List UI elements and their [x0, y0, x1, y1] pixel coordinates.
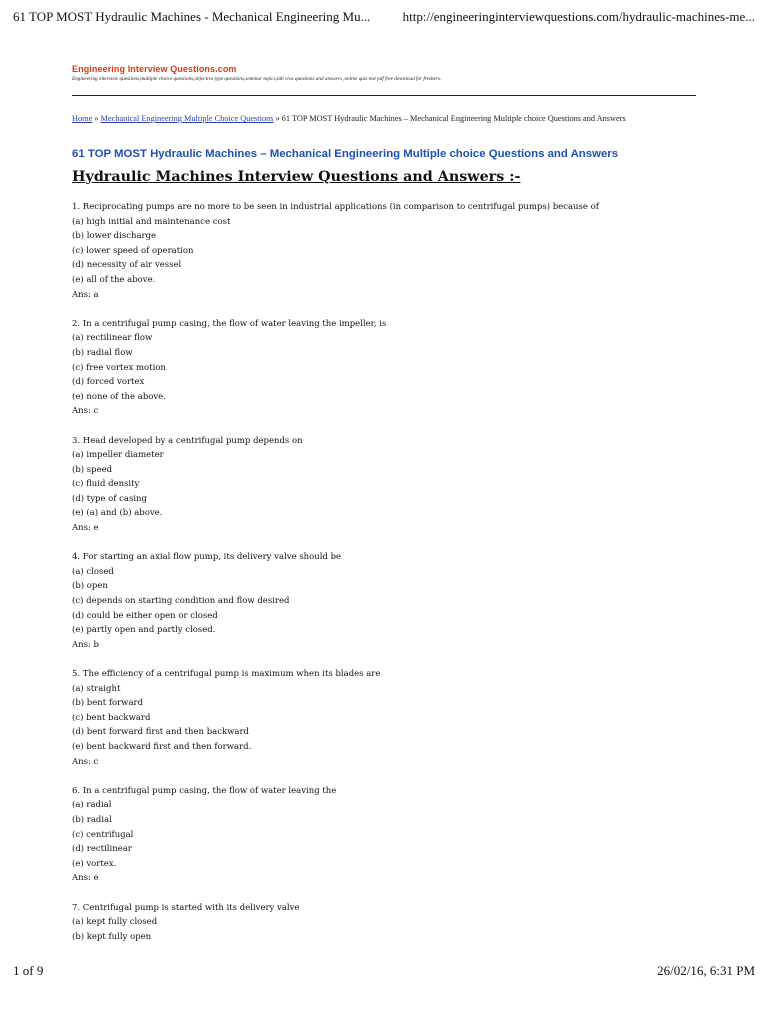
option: (c) depends on starting condition and flow desired	[72, 596, 290, 607]
question-item	[72, 784, 732, 886]
option: (c) centrifugal	[72, 829, 134, 840]
question-item	[72, 667, 732, 769]
option: (d) could be either open or closed	[72, 610, 218, 621]
option: (a) straight	[72, 683, 121, 694]
breadcrumb-separator: »	[94, 114, 99, 123]
option: (a) rectilinear flow	[72, 333, 153, 344]
option: (b) bent forward	[72, 698, 144, 709]
site-logo[interactable]: Engineering Interview Questions.com	[72, 64, 237, 74]
answer: Ans: c	[72, 756, 99, 767]
site-header	[72, 64, 696, 82]
question-text: 5. The efficiency of a centrifugal pump is maximum when its blades are	[72, 669, 381, 679]
option: (e) vortex.	[72, 858, 117, 869]
option: (c) free vortex motion	[72, 362, 166, 373]
question-text: 2. In a centrifugal pump casing, the flow of water leaving the impeller, is	[72, 318, 387, 329]
option: (d) type of casing	[72, 493, 147, 504]
question-text: 3. Head developed by a centrifugal pump depends on	[72, 435, 303, 446]
option: (e) none of the above.	[72, 391, 166, 402]
print-footer	[13, 963, 755, 983]
breadcrumb	[72, 114, 712, 123]
option: (e) all of the above.	[72, 274, 156, 285]
option: (b) speed	[72, 464, 113, 475]
option: (b) radial	[72, 814, 112, 825]
answer: Ans: c	[72, 406, 99, 417]
option: (a) kept fully closed	[72, 917, 158, 928]
option: (a) impeller diameter	[72, 450, 164, 461]
answer: Ans: a	[72, 289, 99, 300]
question-text: 7. Centrifugal pump is started with its delivery valve	[72, 902, 300, 913]
option: (d) necessity of air vessel	[72, 260, 182, 271]
print-page-url: http://engineeringinterviewquestions.com/hydraulic-machines-me...	[402, 9, 755, 24]
option: (c) fluid density	[72, 479, 140, 490]
question-item	[72, 317, 732, 419]
question-item	[72, 200, 732, 302]
answer: Ans: e	[72, 873, 99, 884]
option: (b) kept fully open	[72, 931, 152, 942]
option: (e) bent backward first and then forward.	[72, 741, 252, 752]
print-header	[13, 9, 755, 29]
question-item	[72, 550, 732, 652]
option: (c) lower speed of operation	[72, 245, 194, 256]
option: (e) partly open and partly closed.	[72, 625, 216, 636]
option: (e) (a) and (b) above.	[72, 508, 163, 519]
option: (b) radial flow	[72, 347, 133, 358]
option: (b) lower discharge	[72, 231, 157, 242]
question-text: 1. Reciprocating pumps are no more to be seen in industrial applications (in comparison to centrifugal pumps) because of	[72, 202, 599, 212]
site-tagline: Engineering interview questions,multiple choice questions,objective type questions,seminar topics,lab viva questions and answers ,online quiz test pdf free download for freshers.	[72, 76, 442, 82]
breadcrumb-current: 61 TOP MOST Hydraulic Machines – Mechanical Engineering Multiple choice Questions and Answers	[281, 114, 626, 123]
question-item	[72, 434, 732, 536]
page-count: 1 of 9	[13, 963, 44, 978]
breadcrumb-category-link[interactable]: Mechanical Engineering Multiple Choice Questions	[100, 114, 274, 123]
print-page-title: 61 TOP MOST Hydraulic Machines - Mechanical Engineering Mu...	[13, 9, 371, 24]
question-item	[72, 901, 732, 945]
print-timestamp: 26/02/16, 6:31 PM	[657, 963, 755, 978]
option: (c) bent backward	[72, 712, 151, 723]
question-text: 4. For starting an axial flow pump, its delivery valve should be	[72, 552, 342, 563]
option: (a) high initial and maintenance cost	[72, 216, 231, 227]
question-list	[72, 200, 732, 959]
option: (d) forced vortex	[72, 377, 145, 388]
option: (b) open	[72, 581, 108, 592]
option: (a) radial	[72, 800, 112, 811]
option: (d) bent forward first and then backward	[72, 727, 249, 738]
breadcrumb-home-link[interactable]: Home	[72, 114, 93, 123]
breadcrumb-separator: »	[275, 114, 280, 123]
header-divider	[72, 95, 696, 96]
answer: Ans: b	[72, 639, 99, 650]
section-heading: Hydraulic Machines Interview Questions and Answers :-	[72, 169, 521, 185]
answer: Ans: e	[72, 523, 99, 534]
option: (d) rectilinear	[72, 844, 132, 855]
question-text: 6. In a centrifugal pump casing, the flow of water leaving the	[72, 785, 337, 796]
post-title[interactable]: 61 TOP MOST Hydraulic Machines – Mechanical Engineering Multiple choice Questions and Answers	[72, 148, 619, 160]
option: (a) closed	[72, 566, 114, 577]
